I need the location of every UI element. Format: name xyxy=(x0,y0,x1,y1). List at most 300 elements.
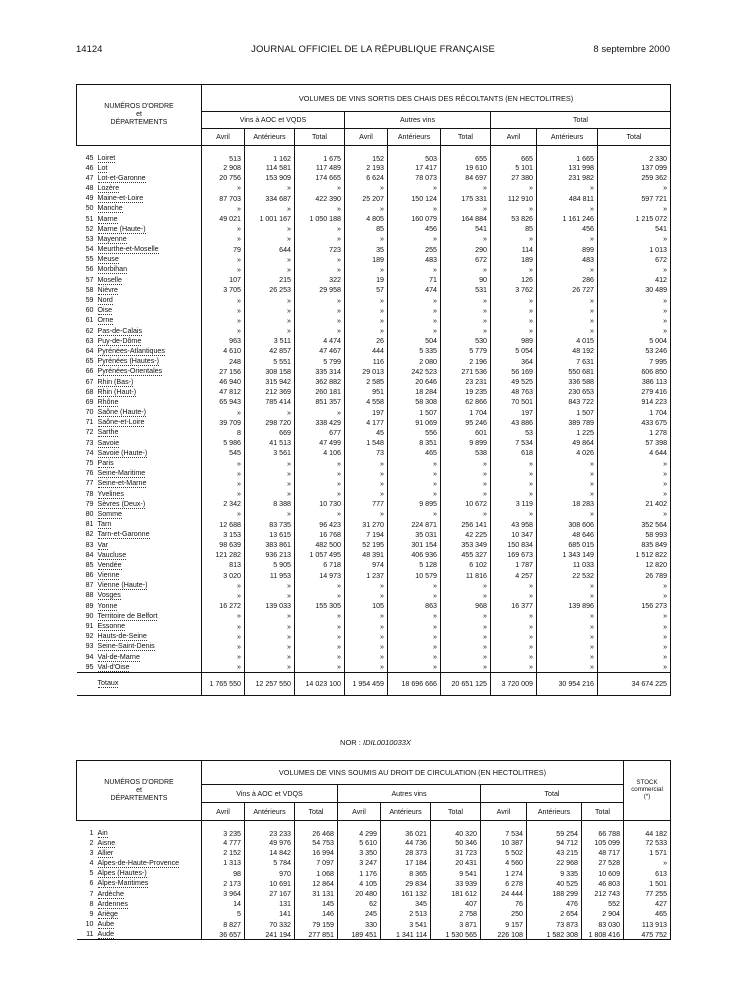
value-cell: 36 021 xyxy=(381,821,431,839)
department-number: 88 xyxy=(85,591,94,600)
value-cell: 24 444 xyxy=(481,889,527,899)
value-cell: 4 560 xyxy=(481,858,527,868)
value-cell: 40 525 xyxy=(527,879,582,889)
value-cell: 301 154 xyxy=(388,540,441,550)
table-row xyxy=(77,540,671,550)
value-cell: » xyxy=(441,509,491,519)
department-cell xyxy=(77,428,202,438)
table-title: VOLUMES DE VINS SORTIS DES CHAIS DES RÉCOLTANTS (EN HECTOLITRES) xyxy=(202,85,671,112)
value-cell: 2 330 xyxy=(598,146,671,164)
value-cell: 43 958 xyxy=(491,520,537,530)
value-cell: 85 xyxy=(491,224,537,234)
value-cell: 53 xyxy=(491,428,537,438)
department-cell xyxy=(77,326,202,336)
department-number: 51 xyxy=(85,214,94,223)
department-cell xyxy=(77,869,202,879)
value-cell: » xyxy=(388,458,441,468)
value-cell: 145 xyxy=(295,899,338,909)
department-cell xyxy=(77,611,202,621)
value-cell: 8 388 xyxy=(245,499,295,509)
value-cell: 914 223 xyxy=(598,397,671,407)
column-group-header: Vins à AOC et VQDS xyxy=(202,112,345,129)
column-group-header: Total xyxy=(491,112,671,129)
value-cell: » xyxy=(491,234,537,244)
department-name: Somme xyxy=(97,509,122,518)
value-cell: 9 895 xyxy=(388,499,441,509)
value-cell: 57 xyxy=(345,285,388,295)
value-cell: 131 998 xyxy=(537,163,598,173)
column-group-header: Total xyxy=(481,785,624,803)
page-number: 14124 xyxy=(76,44,103,55)
department-cell xyxy=(77,163,202,173)
value-cell: » xyxy=(388,306,441,316)
department-cell xyxy=(77,581,202,591)
value-cell: » xyxy=(441,183,491,193)
value-cell: 685 015 xyxy=(537,540,598,550)
value-cell: 963 xyxy=(202,336,245,346)
value-cell: » xyxy=(598,234,671,244)
department-cell xyxy=(77,489,202,499)
department-cell xyxy=(77,571,202,581)
value-cell: 58 308 xyxy=(388,397,441,407)
value-cell: 970 xyxy=(245,869,295,879)
value-cell: » xyxy=(295,611,345,621)
value-cell: » xyxy=(245,621,295,631)
value-cell: » xyxy=(491,316,537,326)
department-name: Nièvre xyxy=(97,285,118,294)
value-cell: » xyxy=(537,591,598,601)
value-cell: 189 xyxy=(345,255,388,265)
department-number: 46 xyxy=(85,163,94,172)
value-cell: » xyxy=(388,265,441,275)
value-cell: » xyxy=(202,479,245,489)
value-cell: 1 068 xyxy=(295,869,338,879)
department-number: 52 xyxy=(85,224,94,233)
value-cell: » xyxy=(345,295,388,305)
value-cell: 1 274 xyxy=(481,869,527,879)
table-row xyxy=(77,909,671,919)
value-cell: » xyxy=(441,316,491,326)
value-cell: » xyxy=(295,652,345,662)
value-cell: » xyxy=(491,642,537,652)
total-value-cell: 12 257 550 xyxy=(245,672,295,695)
value-cell: 96 423 xyxy=(295,520,345,530)
table-row xyxy=(77,821,671,839)
department-name: Seine-Maritime xyxy=(97,469,146,478)
value-cell: » xyxy=(202,234,245,244)
value-cell: » xyxy=(537,489,598,499)
value-cell: » xyxy=(245,662,295,672)
table-row xyxy=(77,889,671,899)
value-cell: 29 958 xyxy=(295,285,345,295)
table-row xyxy=(77,336,671,346)
value-cell: » xyxy=(388,642,441,652)
value-cell: » xyxy=(245,632,295,642)
department-cell xyxy=(77,920,202,930)
table-row xyxy=(77,838,671,848)
value-cell: 19 235 xyxy=(441,387,491,397)
column-header: Total xyxy=(598,129,671,146)
department-cell xyxy=(77,458,202,468)
value-cell: 672 xyxy=(441,255,491,265)
value-cell: 550 681 xyxy=(537,367,598,377)
total-value-cell: 14 023 100 xyxy=(295,672,345,695)
value-cell: » xyxy=(491,489,537,499)
value-cell: 362 882 xyxy=(295,377,345,387)
value-cell: » xyxy=(295,306,345,316)
department-cell xyxy=(77,879,202,889)
department-cell xyxy=(77,336,202,346)
value-cell: 44 182 xyxy=(624,821,671,839)
value-cell: 27 167 xyxy=(245,889,295,899)
value-cell: » xyxy=(245,652,295,662)
department-cell xyxy=(77,387,202,397)
department-number: 71 xyxy=(85,418,94,427)
value-cell: » xyxy=(537,204,598,214)
value-cell: » xyxy=(245,479,295,489)
value-cell: 338 429 xyxy=(295,418,345,428)
value-cell: 1 512 822 xyxy=(598,550,671,560)
value-cell: 1 057 495 xyxy=(295,550,345,560)
value-cell: » xyxy=(245,489,295,499)
value-cell: 465 xyxy=(388,448,441,458)
totals-label-cell xyxy=(77,672,202,695)
table-row xyxy=(77,899,671,909)
department-cell xyxy=(77,418,202,428)
value-cell: 1 704 xyxy=(598,408,671,418)
value-cell: 13 615 xyxy=(245,530,295,540)
value-cell: » xyxy=(345,306,388,316)
value-cell: 31 723 xyxy=(431,848,481,858)
table-row xyxy=(77,879,671,889)
department-number: 76 xyxy=(85,469,94,478)
value-cell: 36 657 xyxy=(202,930,245,940)
value-cell: 2 152 xyxy=(202,848,245,858)
department-number: 83 xyxy=(85,540,94,549)
table-row xyxy=(77,346,671,356)
value-cell: 1 704 xyxy=(441,408,491,418)
column-header: Antérieurs xyxy=(245,803,295,821)
value-cell: 3 235 xyxy=(202,821,245,839)
value-cell: 212 743 xyxy=(582,889,624,899)
value-cell: 114 581 xyxy=(245,163,295,173)
table-row xyxy=(77,245,671,255)
department-cell xyxy=(77,479,202,489)
value-cell: » xyxy=(441,591,491,601)
value-cell: » xyxy=(598,295,671,305)
department-number: 45 xyxy=(85,154,94,162)
department-name: Sarthe xyxy=(97,428,119,437)
column-header: Avril xyxy=(481,803,527,821)
department-number: 3 xyxy=(89,848,94,857)
department-name: Vendée xyxy=(97,560,122,569)
department-number: 70 xyxy=(85,408,94,417)
table-row xyxy=(77,397,671,407)
value-cell: » xyxy=(598,489,671,499)
value-cell: 8 351 xyxy=(388,438,441,448)
value-cell: 618 xyxy=(491,448,537,458)
department-name: Allier xyxy=(97,848,114,857)
value-cell: » xyxy=(245,265,295,275)
value-cell: 48 192 xyxy=(537,346,598,356)
department-number: 82 xyxy=(85,530,94,539)
value-cell: 1 176 xyxy=(338,869,381,879)
value-cell: 84 697 xyxy=(441,173,491,183)
value-cell: 2 908 xyxy=(202,163,245,173)
department-cell xyxy=(77,183,202,193)
value-cell: » xyxy=(491,632,537,642)
column-header: Total xyxy=(295,803,338,821)
department-cell xyxy=(77,662,202,672)
value-cell: » xyxy=(295,408,345,418)
department-cell xyxy=(77,234,202,244)
department-number: 69 xyxy=(85,397,94,406)
value-cell: 245 xyxy=(338,909,381,919)
value-cell: » xyxy=(345,479,388,489)
value-cell: » xyxy=(441,621,491,631)
value-cell: 47 812 xyxy=(202,387,245,397)
value-cell: » xyxy=(491,265,537,275)
value-cell: » xyxy=(441,265,491,275)
department-cell xyxy=(77,848,202,858)
value-cell: 54 753 xyxy=(295,838,338,848)
value-cell: » xyxy=(537,632,598,642)
value-cell: » xyxy=(345,509,388,519)
value-cell: 26 727 xyxy=(537,285,598,295)
value-cell: » xyxy=(245,591,295,601)
department-name: Yvelines xyxy=(97,489,124,498)
department-name: Var xyxy=(97,540,109,549)
table-row xyxy=(77,869,671,879)
value-cell: 538 xyxy=(441,448,491,458)
value-cell: 352 564 xyxy=(598,520,671,530)
department-number: 81 xyxy=(85,520,94,529)
column-header: Total xyxy=(295,129,345,146)
value-cell: 35 031 xyxy=(388,530,441,540)
department-name: Oise xyxy=(97,306,113,315)
department-number: 67 xyxy=(85,377,94,386)
department-number: 62 xyxy=(85,326,94,335)
value-cell: » xyxy=(388,621,441,631)
value-cell: 150 834 xyxy=(491,540,537,550)
value-cell: 48 717 xyxy=(582,848,624,858)
value-cell: » xyxy=(388,295,441,305)
department-number: 11 xyxy=(86,930,94,939)
column-header: Antérieurs xyxy=(245,129,295,146)
value-cell: 20 480 xyxy=(338,889,381,899)
value-cell: 1 507 xyxy=(537,408,598,418)
department-cell xyxy=(77,652,202,662)
column-header: Total xyxy=(582,803,624,821)
value-cell: » xyxy=(202,591,245,601)
value-cell: 407 xyxy=(431,899,481,909)
value-cell: » xyxy=(441,306,491,316)
value-cell: » xyxy=(388,183,441,193)
value-cell: 298 720 xyxy=(245,418,295,428)
value-cell: » xyxy=(598,642,671,652)
value-cell: 12 820 xyxy=(598,560,671,570)
department-cell xyxy=(77,357,202,367)
value-cell: 49 976 xyxy=(245,838,295,848)
value-cell: 2 758 xyxy=(431,909,481,919)
department-cell xyxy=(77,899,202,909)
department-name: Hauts-de-Seine xyxy=(97,632,147,641)
department-cell xyxy=(77,275,202,285)
value-cell: 53 246 xyxy=(598,346,671,356)
value-cell: 121 282 xyxy=(202,550,245,560)
value-cell: » xyxy=(245,204,295,214)
value-cell: 974 xyxy=(345,560,388,570)
value-cell: 545 xyxy=(202,448,245,458)
department-cell xyxy=(77,909,202,919)
value-cell: 6 718 xyxy=(295,560,345,570)
value-cell: 835 849 xyxy=(598,540,671,550)
value-cell: 58 993 xyxy=(598,530,671,540)
value-cell: 5 986 xyxy=(202,438,245,448)
value-cell: » xyxy=(537,295,598,305)
value-cell: 433 675 xyxy=(598,418,671,428)
column-header: Antérieurs xyxy=(527,803,582,821)
value-cell: 156 273 xyxy=(598,601,671,611)
value-cell: » xyxy=(491,652,537,662)
value-cell: 3 561 xyxy=(245,448,295,458)
value-cell: 70 501 xyxy=(491,397,537,407)
value-cell: » xyxy=(441,479,491,489)
value-cell: 30 489 xyxy=(598,285,671,295)
value-cell: 1 665 xyxy=(537,146,598,164)
value-cell: 5 799 xyxy=(295,357,345,367)
department-cell xyxy=(77,377,202,387)
value-cell: 230 653 xyxy=(537,387,598,397)
value-cell: 224 871 xyxy=(388,520,441,530)
value-cell: » xyxy=(245,509,295,519)
value-cell: 5 335 xyxy=(388,346,441,356)
value-cell: » xyxy=(295,295,345,305)
department-name: Val-de-Marne xyxy=(97,652,140,661)
value-cell: 77 255 xyxy=(624,889,671,899)
value-cell: 1 548 xyxy=(345,438,388,448)
value-cell: 26 468 xyxy=(295,821,338,839)
value-cell: 18 284 xyxy=(388,387,441,397)
value-cell: 107 xyxy=(202,275,245,285)
department-name: Vosges xyxy=(97,591,121,600)
value-cell: 476 xyxy=(527,899,582,909)
value-cell: 39 709 xyxy=(202,418,245,428)
table-row xyxy=(77,255,671,265)
value-cell: 483 xyxy=(388,255,441,265)
value-cell: » xyxy=(202,458,245,468)
department-cell xyxy=(77,295,202,305)
value-cell: 188 299 xyxy=(527,889,582,899)
department-cell xyxy=(77,265,202,275)
value-cell: 62 866 xyxy=(441,397,491,407)
value-cell: 6 624 xyxy=(345,173,388,183)
value-cell: » xyxy=(441,642,491,652)
value-cell: 259 362 xyxy=(598,173,671,183)
department-name: Aisne xyxy=(97,838,116,847)
value-cell: » xyxy=(202,621,245,631)
department-name: Saône (Haute-) xyxy=(97,408,146,417)
value-cell: » xyxy=(295,224,345,234)
value-cell: 4 610 xyxy=(202,346,245,356)
value-cell: » xyxy=(598,204,671,214)
table-row xyxy=(77,848,671,858)
value-cell: 4 015 xyxy=(537,336,598,346)
table-row xyxy=(77,428,671,438)
department-name: Vienne xyxy=(97,571,120,580)
value-cell: 83 030 xyxy=(582,920,624,930)
value-cell: 250 xyxy=(481,909,527,919)
table-row xyxy=(77,295,671,305)
value-cell: » xyxy=(202,204,245,214)
value-cell: 3 762 xyxy=(491,285,537,295)
value-cell: » xyxy=(245,642,295,652)
value-cell: 4 177 xyxy=(345,418,388,428)
value-cell: » xyxy=(537,652,598,662)
value-cell: 16 377 xyxy=(491,601,537,611)
value-cell: 131 xyxy=(245,899,295,909)
table-row xyxy=(77,601,671,611)
value-cell: 10 730 xyxy=(295,499,345,509)
table-row xyxy=(77,448,671,458)
value-cell: » xyxy=(441,611,491,621)
department-number: 54 xyxy=(85,245,94,254)
table-title: VOLUMES DE VINS SOUMIS AU DROIT DE CIRCULATION (EN HECTOLITRES) xyxy=(202,761,624,785)
value-cell: 44 736 xyxy=(381,838,431,848)
department-number: 78 xyxy=(85,489,94,498)
value-cell: 6 102 xyxy=(441,560,491,570)
value-cell: 4 805 xyxy=(345,214,388,224)
value-cell: 5 128 xyxy=(388,560,441,570)
value-cell: » xyxy=(598,591,671,601)
value-cell: 83 735 xyxy=(245,520,295,530)
table-row xyxy=(77,224,671,234)
value-cell: 2 654 xyxy=(527,909,582,919)
value-cell: 7 534 xyxy=(481,821,527,839)
department-number: 56 xyxy=(85,265,94,274)
department-number: 93 xyxy=(85,642,94,651)
table-row xyxy=(77,275,671,285)
value-cell: » xyxy=(202,611,245,621)
department-number: 5 xyxy=(89,869,94,878)
value-cell: 189 451 xyxy=(338,930,381,940)
value-cell: 286 xyxy=(537,275,598,285)
value-cell: » xyxy=(441,458,491,468)
value-cell: 530 xyxy=(441,336,491,346)
value-cell: 14 xyxy=(202,899,245,909)
value-cell: 9 899 xyxy=(441,438,491,448)
value-cell: » xyxy=(295,183,345,193)
department-name: Orne xyxy=(97,316,114,325)
value-cell: 105 xyxy=(345,601,388,611)
department-number: 2 xyxy=(89,838,94,847)
value-cell: » xyxy=(295,204,345,214)
value-cell: 105 099 xyxy=(582,838,624,848)
value-cell: 1 225 xyxy=(537,428,598,438)
value-cell: » xyxy=(441,234,491,244)
value-cell: 4 026 xyxy=(537,448,598,458)
value-cell: 322 xyxy=(295,275,345,285)
value-cell: 139 033 xyxy=(245,601,295,611)
value-cell: » xyxy=(295,621,345,631)
value-cell: » xyxy=(388,316,441,326)
value-cell: 785 414 xyxy=(245,397,295,407)
value-cell: » xyxy=(295,581,345,591)
department-cell xyxy=(77,173,202,183)
department-name: Tarn xyxy=(97,520,112,529)
value-cell: 7 631 xyxy=(537,357,598,367)
value-cell: » xyxy=(598,316,671,326)
